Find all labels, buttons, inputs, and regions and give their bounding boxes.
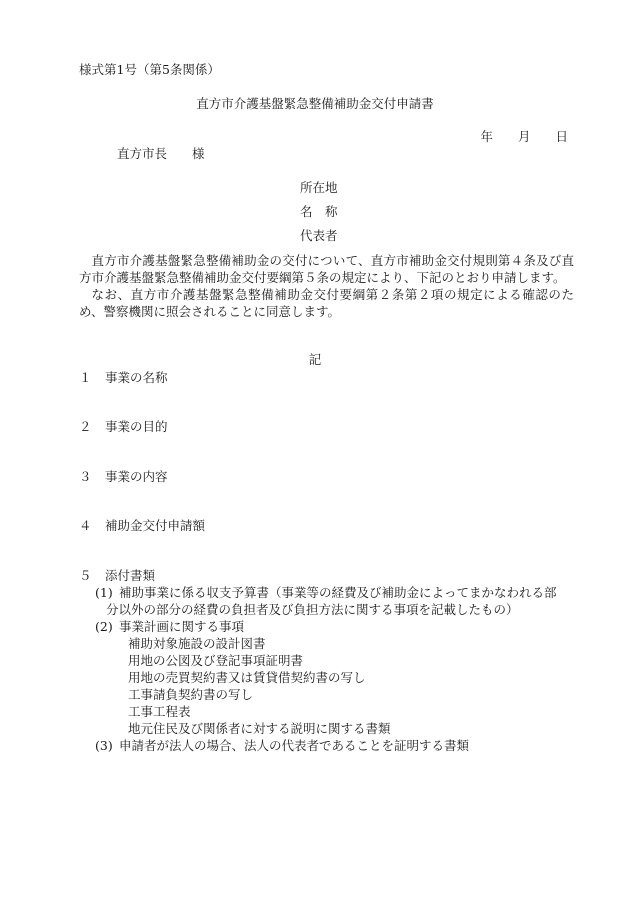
- attachment-2-sub-item: 地元住民及び関係者に対する説明に関する書類: [128, 721, 391, 736]
- attachment-2-sub-item: 用地の公図及び登記事項証明書: [128, 653, 304, 668]
- name-label: 名 称: [300, 204, 338, 219]
- item-number: １: [79, 370, 92, 385]
- attachment-2-sub-item: 用地の売買契約書又は賃貸借契約書の写し: [128, 670, 366, 685]
- item-4: [79, 517, 205, 534]
- item-label: 添付書類: [105, 568, 156, 583]
- item-label: 事業の内容: [105, 469, 168, 484]
- ki-heading: 記: [308, 352, 322, 367]
- attachment-text: 事業計画に関する事項: [119, 619, 245, 634]
- attachment-3: [95, 737, 469, 754]
- attachment-2-sub-item: 工事工程表: [128, 704, 191, 719]
- item-label: 事業の名称: [105, 370, 168, 385]
- item-number: ５: [79, 568, 92, 583]
- attachment-text: 申請者が法人の場合、法人の代表者であることを証明する書類: [119, 738, 470, 753]
- item-label: 事業の目的: [105, 419, 168, 434]
- item-1: [79, 369, 168, 386]
- attachment-1: [95, 584, 557, 601]
- representative-label: 代表者: [300, 228, 338, 243]
- attachment-1-continuation: 分以外の部分の経費の負担者及び負担方法に関する事項を記載したもの）: [106, 602, 519, 617]
- attachment-text: 補助事業に係る収支予算書（事業等の経費及び補助金によってまかなわれる部: [119, 585, 557, 600]
- attachment-2: [95, 618, 244, 635]
- attachment-2-sub-item: 補助対象施設の設計図書: [128, 636, 266, 651]
- attachment-number: (3): [95, 738, 113, 753]
- document-title: 直方市介護基盤緊急整備補助金交付申請書: [196, 96, 434, 111]
- form-number: 様式第1号（第5条関係）: [79, 62, 220, 77]
- attachment-number: (2): [95, 619, 113, 634]
- address-label: 所在地: [300, 180, 338, 195]
- item-label: 補助金交付申請額: [105, 518, 206, 533]
- item-3: [79, 468, 168, 485]
- attachment-number: (1): [95, 585, 113, 600]
- item-number: ４: [79, 518, 92, 533]
- date-line: 年 月 日: [480, 129, 568, 144]
- item-5: [79, 567, 155, 584]
- item-2: [79, 418, 168, 435]
- item-number: ３: [79, 469, 92, 484]
- attachment-2-sub-item: 工事請負契約書の写し: [128, 687, 254, 702]
- body-paragraph-2: なお、直方市介護基盤緊急整備補助金交付要綱第２条第２項の規定による確認のため、警察機関に照会されることに同意します。: [79, 287, 574, 319]
- body-paragraph-1: 直方市介護基盤緊急整備補助金の交付について、直方市補助金交付規則第４条及び直方市介護基盤緊急整備補助金交付要綱第５条の規定により、下記のとおり申請します。: [79, 253, 574, 285]
- item-number: ２: [79, 419, 92, 434]
- body-text: [79, 252, 574, 320]
- addressee: 直方市長 様: [117, 146, 205, 161]
